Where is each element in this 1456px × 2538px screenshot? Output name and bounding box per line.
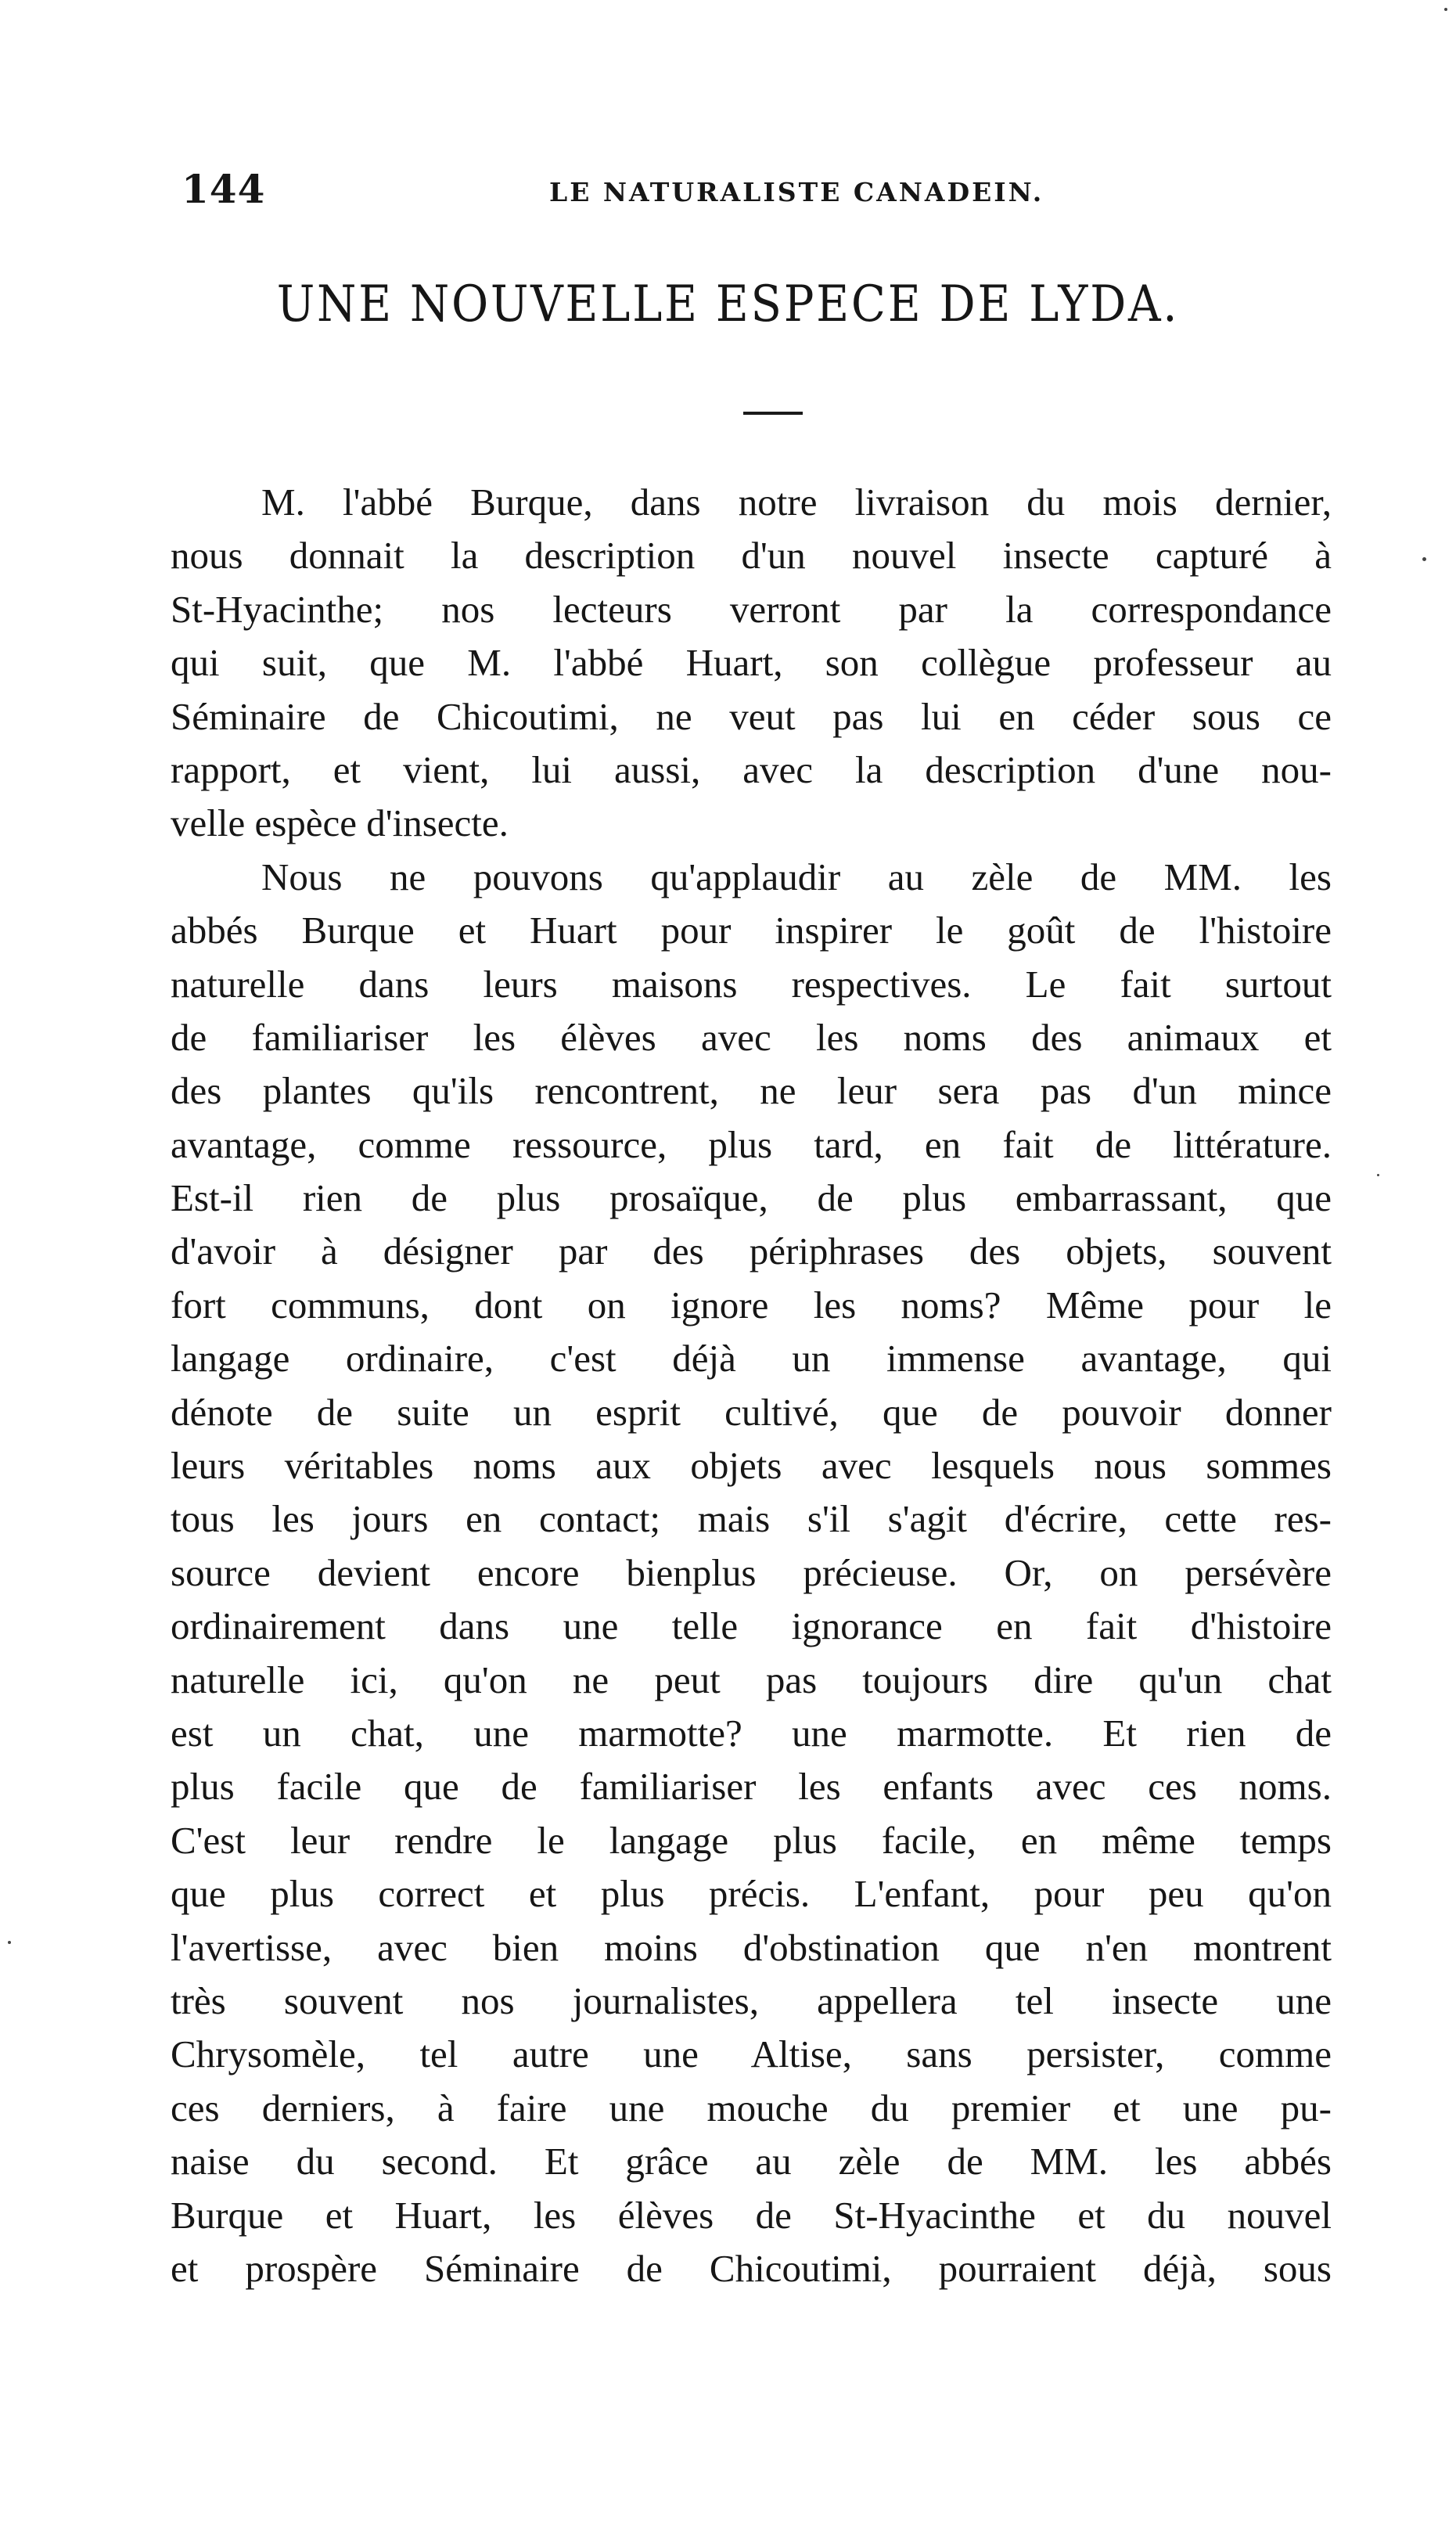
article-body (171, 476, 1332, 2295)
text-line: très souvent nos journalistes, appellera tel insecte une (171, 1978, 1332, 2022)
text-line: Burque et Huart, les élèves de St-Hyacinthe et du nouvel (171, 2193, 1332, 2237)
scan-speck (1444, 8, 1447, 11)
text-line: des plantes qu'ils rencontrent, ne leur sera pas d'un mince (171, 1069, 1332, 1113)
paragraph-2 (171, 851, 1332, 2296)
text-line: naise du second. Et grâce au zèle de MM. les abbés (171, 2140, 1332, 2183)
text-line: avantage, comme ressource, plus tard, en fait de littérature. (171, 1122, 1332, 1166)
text-line: C'est leur rendre le langage plus facile, en même temps (171, 1818, 1332, 1862)
scan-speck (1377, 1174, 1379, 1176)
text-line: de familiariser les élèves avec les noms des animaux et (171, 1015, 1332, 1059)
text-line: nous donnait la description d'un nouvel insecte capturé à (171, 534, 1332, 578)
text-line: plus facile que de familiariser les enfants avec ces noms. (171, 1765, 1332, 1809)
text-line: leurs véritables noms aux objets avec lesquels nous sommes (171, 1444, 1332, 1488)
running-head (182, 166, 1355, 221)
page-number: 144 (182, 166, 266, 212)
text-line: tous les jours en contact; mais s'il s'agit d'écrire, cette res- (171, 1497, 1332, 1541)
text-line: ordinairement dans une telle ignorance en fait d'histoire (171, 1604, 1332, 1648)
paragraph-1 (171, 476, 1332, 851)
text-line: rapport, et vient, lui aussi, avec la description d'une nou- (171, 747, 1332, 791)
text-line: source devient encore bienplus précieuse. Or, on persévère (171, 1550, 1332, 1594)
text-line: dénote de suite un esprit cultivé, que de pouvoir donner (171, 1390, 1332, 1434)
text-line: Séminaire de Chicoutimi, ne veut pas lui en céder sous ce (171, 694, 1332, 738)
text-line: et prospère Séminaire de Chicoutimi, pourraient déjà, sous (171, 2246, 1332, 2290)
text-line: naturelle ici, qu'on ne peut pas toujours dire qu'un chat (171, 1658, 1332, 1701)
text-line: St-Hyacinthe; nos lecteurs verront par la correspondance (171, 587, 1332, 631)
text-line: fort communs, dont on ignore les noms? Même pour le (171, 1283, 1332, 1327)
text-line: Est-il rien de plus prosaïque, de plus embarrassant, que (171, 1176, 1332, 1220)
journal-title: LE NATURALISTE CANADEIN. (549, 177, 1044, 207)
text-line: M. l'abbé Burque, dans notre livraison du mois dernier, (261, 481, 1332, 524)
text-line: que plus correct et plus précis. L'enfant, pour peu qu'on (171, 1872, 1332, 1916)
text-line: qui suit, que M. l'abbé Huart, son collègue professeur au (171, 641, 1332, 685)
text-line: est un chat, une marmotte? une marmotte. Et rien de (171, 1711, 1332, 1755)
text-line: d'avoir à désigner par des périphrases des objets, souvent (171, 1229, 1332, 1273)
text-line: l'avertisse, avec bien moins d'obstination que n'en montrent (171, 1925, 1332, 1969)
text-line: Chrysomèle, tel autre une Altise, sans persister, comme (171, 2032, 1332, 2076)
text-line: naturelle dans leurs maisons respectives. Le fait surtout (171, 962, 1332, 1006)
scan-speck (1422, 557, 1426, 561)
text-line: Nous ne pouvons qu'applaudir au zèle de MM. les (261, 855, 1332, 898)
scan-speck (8, 1941, 11, 1944)
text-line: velle espèce d'insecte. (171, 801, 509, 845)
text-line: langage ordinaire, c'est déjà un immense avantage, qui (171, 1337, 1332, 1381)
text-line: ces derniers, à faire une mouche du premier et une pu- (171, 2086, 1332, 2129)
article-title: UNE NOUVELLE ESPECE DE LYDA. (276, 275, 1180, 333)
text-line: abbés Burque et Huart pour inspirer le goût de l'histoire (171, 909, 1332, 952)
title-divider (743, 412, 803, 415)
